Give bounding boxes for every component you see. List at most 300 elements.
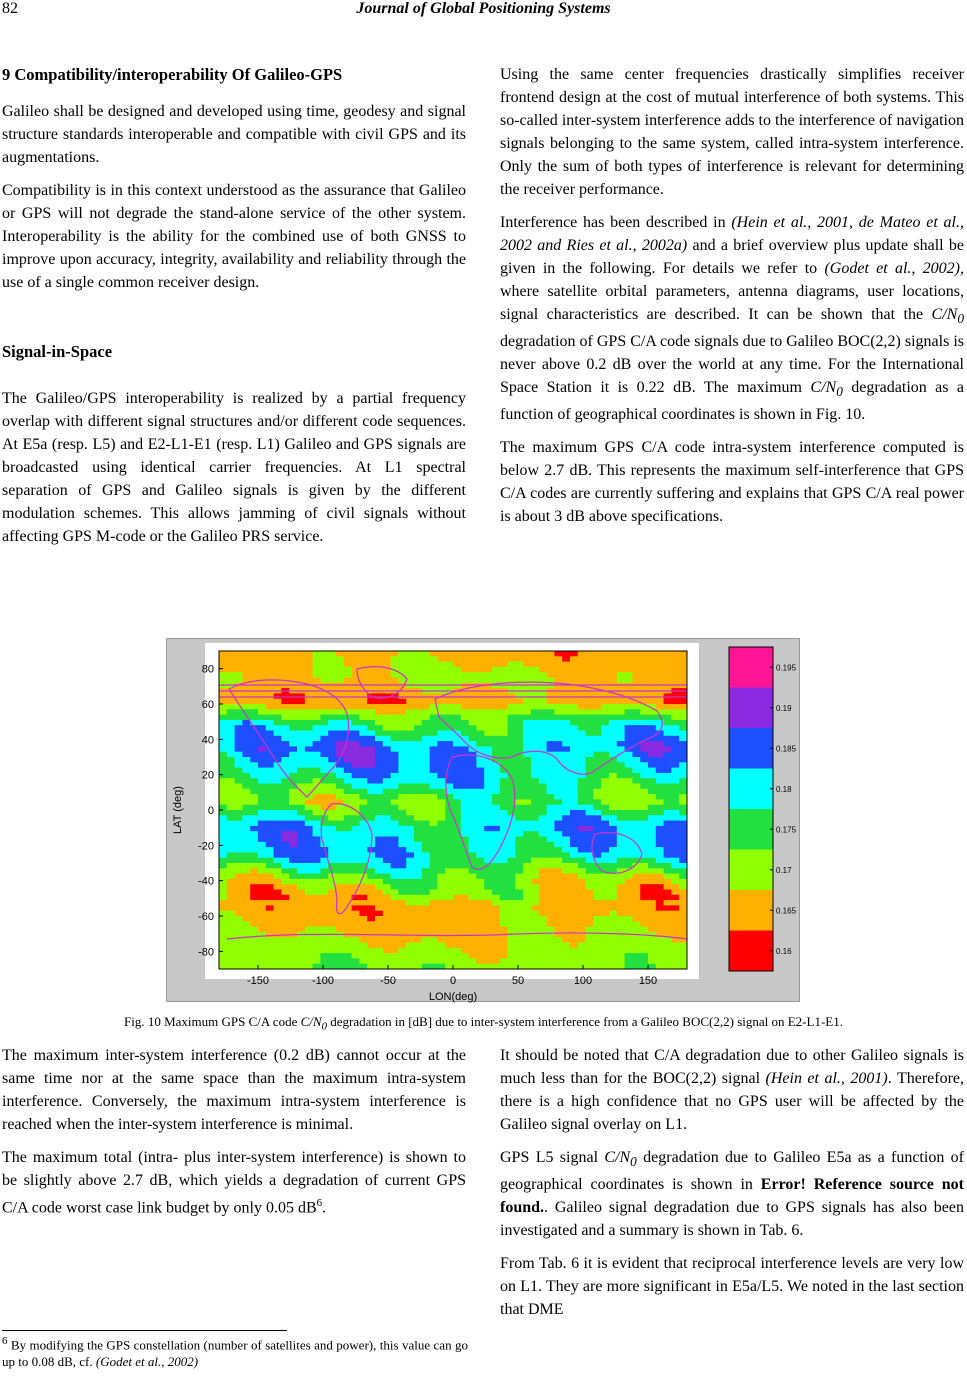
heatmap-cell xyxy=(328,810,336,816)
heatmap-cell xyxy=(328,831,336,837)
heatmap-cell xyxy=(320,768,328,774)
heatmap-cell xyxy=(625,794,633,800)
heatmap-cell xyxy=(469,905,477,911)
heatmap-cell xyxy=(391,773,399,779)
heatmap-cell xyxy=(437,842,445,848)
heatmap-cell xyxy=(656,943,664,949)
heatmap-cell xyxy=(664,821,672,827)
heatmap-cell xyxy=(531,895,539,901)
heatmap-cell xyxy=(391,958,399,964)
heatmap-cell xyxy=(547,958,555,964)
heatmap-cell xyxy=(281,937,289,943)
heatmap-cell xyxy=(648,662,656,668)
heatmap-cell xyxy=(414,773,422,779)
heatmap-cell xyxy=(320,948,328,954)
heatmap-cell xyxy=(484,815,492,821)
heatmap-cell xyxy=(453,794,461,800)
heatmap-cell xyxy=(656,890,664,896)
heatmap-cell xyxy=(336,863,344,869)
heatmap-cell xyxy=(648,672,656,678)
heatmap-cell xyxy=(547,699,555,705)
heatmap-cell xyxy=(406,852,414,858)
heatmap-cell xyxy=(508,736,516,742)
heatmap-cell xyxy=(391,874,399,880)
heatmap-cell xyxy=(547,704,555,710)
heatmap-cell xyxy=(227,900,235,906)
heatmap-cell xyxy=(492,921,500,927)
heatmap-cell xyxy=(305,842,313,848)
heatmap-cell xyxy=(242,725,250,731)
heatmap-cell xyxy=(320,911,328,917)
heatmap-cell xyxy=(453,900,461,906)
heatmap-cell xyxy=(562,895,570,901)
heatmap-cell xyxy=(508,821,516,827)
heatmap-cell xyxy=(476,699,484,705)
heatmap-cell xyxy=(422,852,430,858)
heatmap-cell xyxy=(515,805,523,811)
heatmap-cell xyxy=(586,799,594,805)
heatmap-cell xyxy=(648,858,656,864)
heatmap-cell xyxy=(320,884,328,890)
heatmap-cell xyxy=(570,656,578,662)
heatmap-cell xyxy=(281,852,289,858)
heatmap-cell xyxy=(242,884,250,890)
heatmap-cell xyxy=(266,725,274,731)
heatmap-cell xyxy=(500,736,508,742)
heatmap-cell xyxy=(640,916,648,922)
heatmap-cell xyxy=(398,720,406,726)
heatmap-cell xyxy=(586,874,594,880)
heatmap-cell xyxy=(609,953,617,959)
heatmap-cell xyxy=(515,762,523,768)
heatmap-cell xyxy=(523,693,531,699)
heatmap-cell xyxy=(632,874,640,880)
heatmap-cell xyxy=(461,651,469,657)
heatmap-cell xyxy=(648,815,656,821)
heatmap-cell xyxy=(609,662,617,668)
heatmap-cell xyxy=(609,921,617,927)
heatmap-cell xyxy=(515,858,523,864)
heatmap-cell xyxy=(586,752,594,758)
heatmap-cell xyxy=(500,725,508,731)
heatmap-cell xyxy=(227,958,235,964)
heatmap-cell xyxy=(539,916,547,922)
heatmap-cell xyxy=(320,879,328,885)
heatmap-cell xyxy=(453,768,461,774)
heatmap-cell xyxy=(617,879,625,885)
heatmap-cell xyxy=(593,672,601,678)
heatmap-cell xyxy=(313,958,321,964)
heatmap-cell xyxy=(476,890,484,896)
heatmap-cell xyxy=(679,746,687,752)
heatmap-cell xyxy=(437,683,445,689)
heatmap-cell xyxy=(313,884,321,890)
heatmap-cell xyxy=(461,725,469,731)
heatmap-cell xyxy=(461,789,469,795)
heatmap-cell xyxy=(383,784,391,790)
heatmap-cell xyxy=(492,656,500,662)
heatmap-cell xyxy=(640,905,648,911)
heatmap-cell xyxy=(632,937,640,943)
heatmap-cell xyxy=(289,900,297,906)
heatmap-cell xyxy=(313,847,321,853)
heatmap-cell xyxy=(500,810,508,816)
heatmap-cell xyxy=(656,699,664,705)
heatmap-cell xyxy=(586,884,594,890)
heatmap-cell xyxy=(344,757,352,763)
heatmap-cell xyxy=(266,789,274,795)
heatmap-cell xyxy=(367,773,375,779)
heatmap-cell xyxy=(328,852,336,858)
heatmap-cell xyxy=(601,784,609,790)
heatmap-cell xyxy=(406,927,414,933)
heatmap-cell xyxy=(656,927,664,933)
heatmap-cell xyxy=(391,863,399,869)
heatmap-cell xyxy=(648,895,656,901)
heatmap-cell xyxy=(281,736,289,742)
heatmap-cell xyxy=(453,858,461,864)
heatmap-cell xyxy=(539,905,547,911)
heatmap-cell xyxy=(281,683,289,689)
heatmap-cell xyxy=(352,937,360,943)
heatmap-cell xyxy=(274,837,282,843)
heatmap-cell xyxy=(679,810,687,816)
heatmap-cell xyxy=(664,953,672,959)
heatmap-cell xyxy=(445,921,453,927)
heatmap-cell xyxy=(422,858,430,864)
heatmap-cell xyxy=(648,863,656,869)
heatmap-cell xyxy=(398,821,406,827)
heatmap-cell xyxy=(445,741,453,747)
heatmap-cell xyxy=(336,852,344,858)
heatmap-cell xyxy=(453,805,461,811)
heatmap-cell xyxy=(554,736,562,742)
heatmap-cell xyxy=(274,725,282,731)
heatmap-cell xyxy=(219,709,227,715)
heatmap-cell xyxy=(274,799,282,805)
heatmap-cell xyxy=(570,916,578,922)
heatmap-cell xyxy=(476,651,484,657)
heatmap-cell xyxy=(437,831,445,837)
heatmap-cell xyxy=(679,847,687,853)
heatmap-cell xyxy=(609,799,617,805)
heatmap-cell xyxy=(469,948,477,954)
heatmap-cell xyxy=(398,879,406,885)
heatmap-cell xyxy=(515,911,523,917)
heatmap-cell xyxy=(523,699,531,705)
heatmap-cell xyxy=(250,762,258,768)
heatmap-cell xyxy=(578,953,586,959)
heatmap-cell xyxy=(266,905,274,911)
heatmap-cell xyxy=(640,810,648,816)
heatmap-cell xyxy=(258,794,266,800)
heatmap-cell xyxy=(437,884,445,890)
heatmap-cell xyxy=(219,916,227,922)
heatmap-cell xyxy=(274,953,282,959)
heatmap-cell xyxy=(679,842,687,848)
heatmap-cell xyxy=(648,789,656,795)
heatmap-cell xyxy=(547,948,555,954)
heatmap-cell xyxy=(562,746,570,752)
heatmap-cell xyxy=(281,784,289,790)
heatmap-cell xyxy=(515,895,523,901)
heatmap-cell xyxy=(235,656,243,662)
heatmap-cell xyxy=(219,868,227,874)
heatmap-cell xyxy=(523,911,531,917)
heatmap-cell xyxy=(398,741,406,747)
heatmap-cell xyxy=(539,815,547,821)
heatmap-cell xyxy=(250,884,258,890)
heatmap-cell xyxy=(430,672,438,678)
heatmap-cell xyxy=(266,720,274,726)
heatmap-cell xyxy=(539,884,547,890)
heatmap-cell xyxy=(266,921,274,927)
heatmap-cell xyxy=(437,927,445,933)
heatmap-cell xyxy=(586,784,594,790)
heatmap-cell xyxy=(406,868,414,874)
heatmap-cell xyxy=(391,911,399,917)
heatmap-cell xyxy=(274,805,282,811)
heatmap-cell xyxy=(313,916,321,922)
heatmap-cell xyxy=(656,826,664,832)
heatmap-cell xyxy=(539,847,547,853)
heatmap-cell xyxy=(266,874,274,880)
heatmap-cell xyxy=(430,678,438,684)
heatmap-cell xyxy=(266,916,274,922)
heatmap-cell xyxy=(406,884,414,890)
heatmap-cell xyxy=(250,911,258,917)
heatmap-cell xyxy=(578,725,586,731)
heatmap-cell xyxy=(242,810,250,816)
heatmap-cell xyxy=(297,863,305,869)
heatmap-cell xyxy=(453,651,461,657)
heatmap-cell xyxy=(398,778,406,784)
heatmap-cell xyxy=(484,789,492,795)
heatmap-cell xyxy=(500,805,508,811)
heatmap-cell xyxy=(391,672,399,678)
heatmap-cell xyxy=(367,916,375,922)
heatmap-cell xyxy=(515,746,523,752)
heatmap-cell xyxy=(484,672,492,678)
heatmap-cell xyxy=(562,868,570,874)
heatmap-cell xyxy=(523,789,531,795)
heatmap-cell xyxy=(469,699,477,705)
heatmap-cell xyxy=(250,778,258,784)
heatmap-cell xyxy=(601,709,609,715)
heatmap-cell xyxy=(305,815,313,821)
heatmap-cell xyxy=(258,683,266,689)
heatmap-cell xyxy=(414,672,422,678)
heatmap-cell xyxy=(476,731,484,737)
heatmap-cell xyxy=(632,916,640,922)
y-tick-label: -40 xyxy=(198,875,214,888)
section-title: 9 Compatibility/interoperability Of Galileo-GPS xyxy=(2,65,343,84)
heatmap-cell xyxy=(664,911,672,917)
heatmap-cell xyxy=(383,958,391,964)
heatmap-cell xyxy=(453,847,461,853)
heatmap-cell xyxy=(398,656,406,662)
heatmap-cell xyxy=(492,725,500,731)
heatmap-cell xyxy=(593,879,601,885)
heatmap-cell xyxy=(227,890,235,896)
heatmap-cell xyxy=(617,678,625,684)
heatmap-cell xyxy=(227,858,235,864)
heatmap-cell xyxy=(648,948,656,954)
heatmap-cell xyxy=(398,736,406,742)
heatmap-cell xyxy=(406,895,414,901)
heatmap-cell xyxy=(437,826,445,832)
heatmap-cell xyxy=(484,921,492,927)
heatmap-cell xyxy=(422,672,430,678)
heatmap-cell xyxy=(406,778,414,784)
heatmap-cell xyxy=(422,736,430,742)
heatmap-cell xyxy=(539,868,547,874)
heatmap-cell xyxy=(250,900,258,906)
heatmap-cell xyxy=(227,704,235,710)
heatmap-cell xyxy=(437,778,445,784)
heatmap-cell xyxy=(313,852,321,858)
heatmap-cell xyxy=(609,847,617,853)
heatmap-cell xyxy=(414,937,422,943)
y-tick-label: 0 xyxy=(207,805,214,817)
heatmap-cell xyxy=(359,715,367,721)
heatmap-cell xyxy=(586,656,594,662)
heatmap-cell xyxy=(281,921,289,927)
heatmap-cell xyxy=(640,725,648,731)
heatmap-cell xyxy=(547,736,555,742)
heatmap-cell xyxy=(367,905,375,911)
heatmap-cell xyxy=(352,831,360,837)
heatmap-cell xyxy=(266,884,274,890)
heatmap-cell xyxy=(593,842,601,848)
heatmap-cell xyxy=(391,715,399,721)
heatmap-cell xyxy=(586,895,594,901)
heatmap-cell xyxy=(640,667,648,673)
heatmap-cell xyxy=(289,874,297,880)
heatmap-cell xyxy=(523,821,531,827)
heatmap-cell xyxy=(648,884,656,890)
heatmap-cell xyxy=(227,953,235,959)
heatmap-cell xyxy=(235,693,243,699)
heatmap-cell xyxy=(531,651,539,657)
heatmap-cell xyxy=(297,842,305,848)
heatmap-cell xyxy=(640,715,648,721)
heatmap-cell xyxy=(508,879,516,885)
heatmap-cell xyxy=(367,678,375,684)
heatmap-cell xyxy=(352,731,360,737)
heatmap-cell xyxy=(671,948,679,954)
heatmap-cell xyxy=(539,895,547,901)
heatmap-cell xyxy=(320,799,328,805)
heatmap-cell xyxy=(508,916,516,922)
heatmap-cell xyxy=(227,821,235,827)
heatmap-cell xyxy=(320,725,328,731)
heatmap-cell xyxy=(469,831,477,837)
heatmap-cell xyxy=(367,895,375,901)
heatmap-cell xyxy=(656,678,664,684)
heatmap-cell xyxy=(656,953,664,959)
heatmap-cell xyxy=(484,720,492,726)
heatmap-cell xyxy=(648,799,656,805)
heatmap-cell xyxy=(500,927,508,933)
heatmap-cell xyxy=(258,879,266,885)
heatmap-cell xyxy=(414,815,422,821)
heatmap-cell xyxy=(601,778,609,784)
heatmap-cell xyxy=(554,667,562,673)
heatmap-cell xyxy=(461,805,469,811)
heatmap-cell xyxy=(453,709,461,715)
heatmap-cell xyxy=(235,858,243,864)
heatmap-cell xyxy=(391,678,399,684)
heatmap-cell xyxy=(328,715,336,721)
heatmap-cell xyxy=(320,762,328,768)
heatmap-cell xyxy=(242,768,250,774)
heatmap-cell xyxy=(523,757,531,763)
heatmap-cell xyxy=(609,879,617,885)
heatmap-cell xyxy=(625,678,633,684)
heatmap-cell xyxy=(539,699,547,705)
heatmap-cell xyxy=(274,842,282,848)
heatmap-cell xyxy=(352,693,360,699)
heatmap-cell xyxy=(640,799,648,805)
heatmap-cell xyxy=(508,863,516,869)
colorbar-tick-label: 0.19 xyxy=(776,703,792,713)
heatmap-cell xyxy=(375,943,383,949)
heatmap-cell xyxy=(313,715,321,721)
heatmap-cell xyxy=(422,757,430,763)
heatmap-cell xyxy=(383,651,391,657)
heatmap-cell xyxy=(219,757,227,763)
heatmap-cell xyxy=(258,863,266,869)
heatmap-cell xyxy=(383,773,391,779)
heatmap-cell xyxy=(453,672,461,678)
heatmap-cell xyxy=(274,958,282,964)
heatmap-cell xyxy=(250,927,258,933)
heatmap-cell xyxy=(601,943,609,949)
heatmap-cell xyxy=(476,852,484,858)
heatmap-cell xyxy=(320,943,328,949)
heatmap-cell xyxy=(578,826,586,832)
heatmap-cell xyxy=(453,948,461,954)
heatmap-cell xyxy=(578,868,586,874)
heatmap-cell xyxy=(539,704,547,710)
heatmap-cell xyxy=(492,842,500,848)
heatmap-cell xyxy=(492,778,500,784)
heatmap-cell xyxy=(437,704,445,710)
heatmap-cell xyxy=(625,704,633,710)
heatmap-cell xyxy=(601,662,609,668)
heatmap-cell xyxy=(250,890,258,896)
heatmap-cell xyxy=(227,762,235,768)
heatmap-cell xyxy=(671,741,679,747)
heatmap-cell xyxy=(484,895,492,901)
heatmap-cell xyxy=(570,895,578,901)
heatmap-cell xyxy=(508,868,516,874)
heatmap-cell xyxy=(508,693,516,699)
heatmap-cell xyxy=(250,794,258,800)
heatmap-cell xyxy=(492,958,500,964)
heatmap-cell xyxy=(219,842,227,848)
heatmap-cell xyxy=(414,900,422,906)
heatmap-cell xyxy=(359,704,367,710)
heatmap-cell xyxy=(336,943,344,949)
heatmap-cell xyxy=(398,784,406,790)
heatmap-cell xyxy=(554,794,562,800)
heatmap-cell xyxy=(570,757,578,763)
heatmap-cell xyxy=(679,662,687,668)
heatmap-cell xyxy=(617,757,625,763)
heatmap-cell xyxy=(578,895,586,901)
